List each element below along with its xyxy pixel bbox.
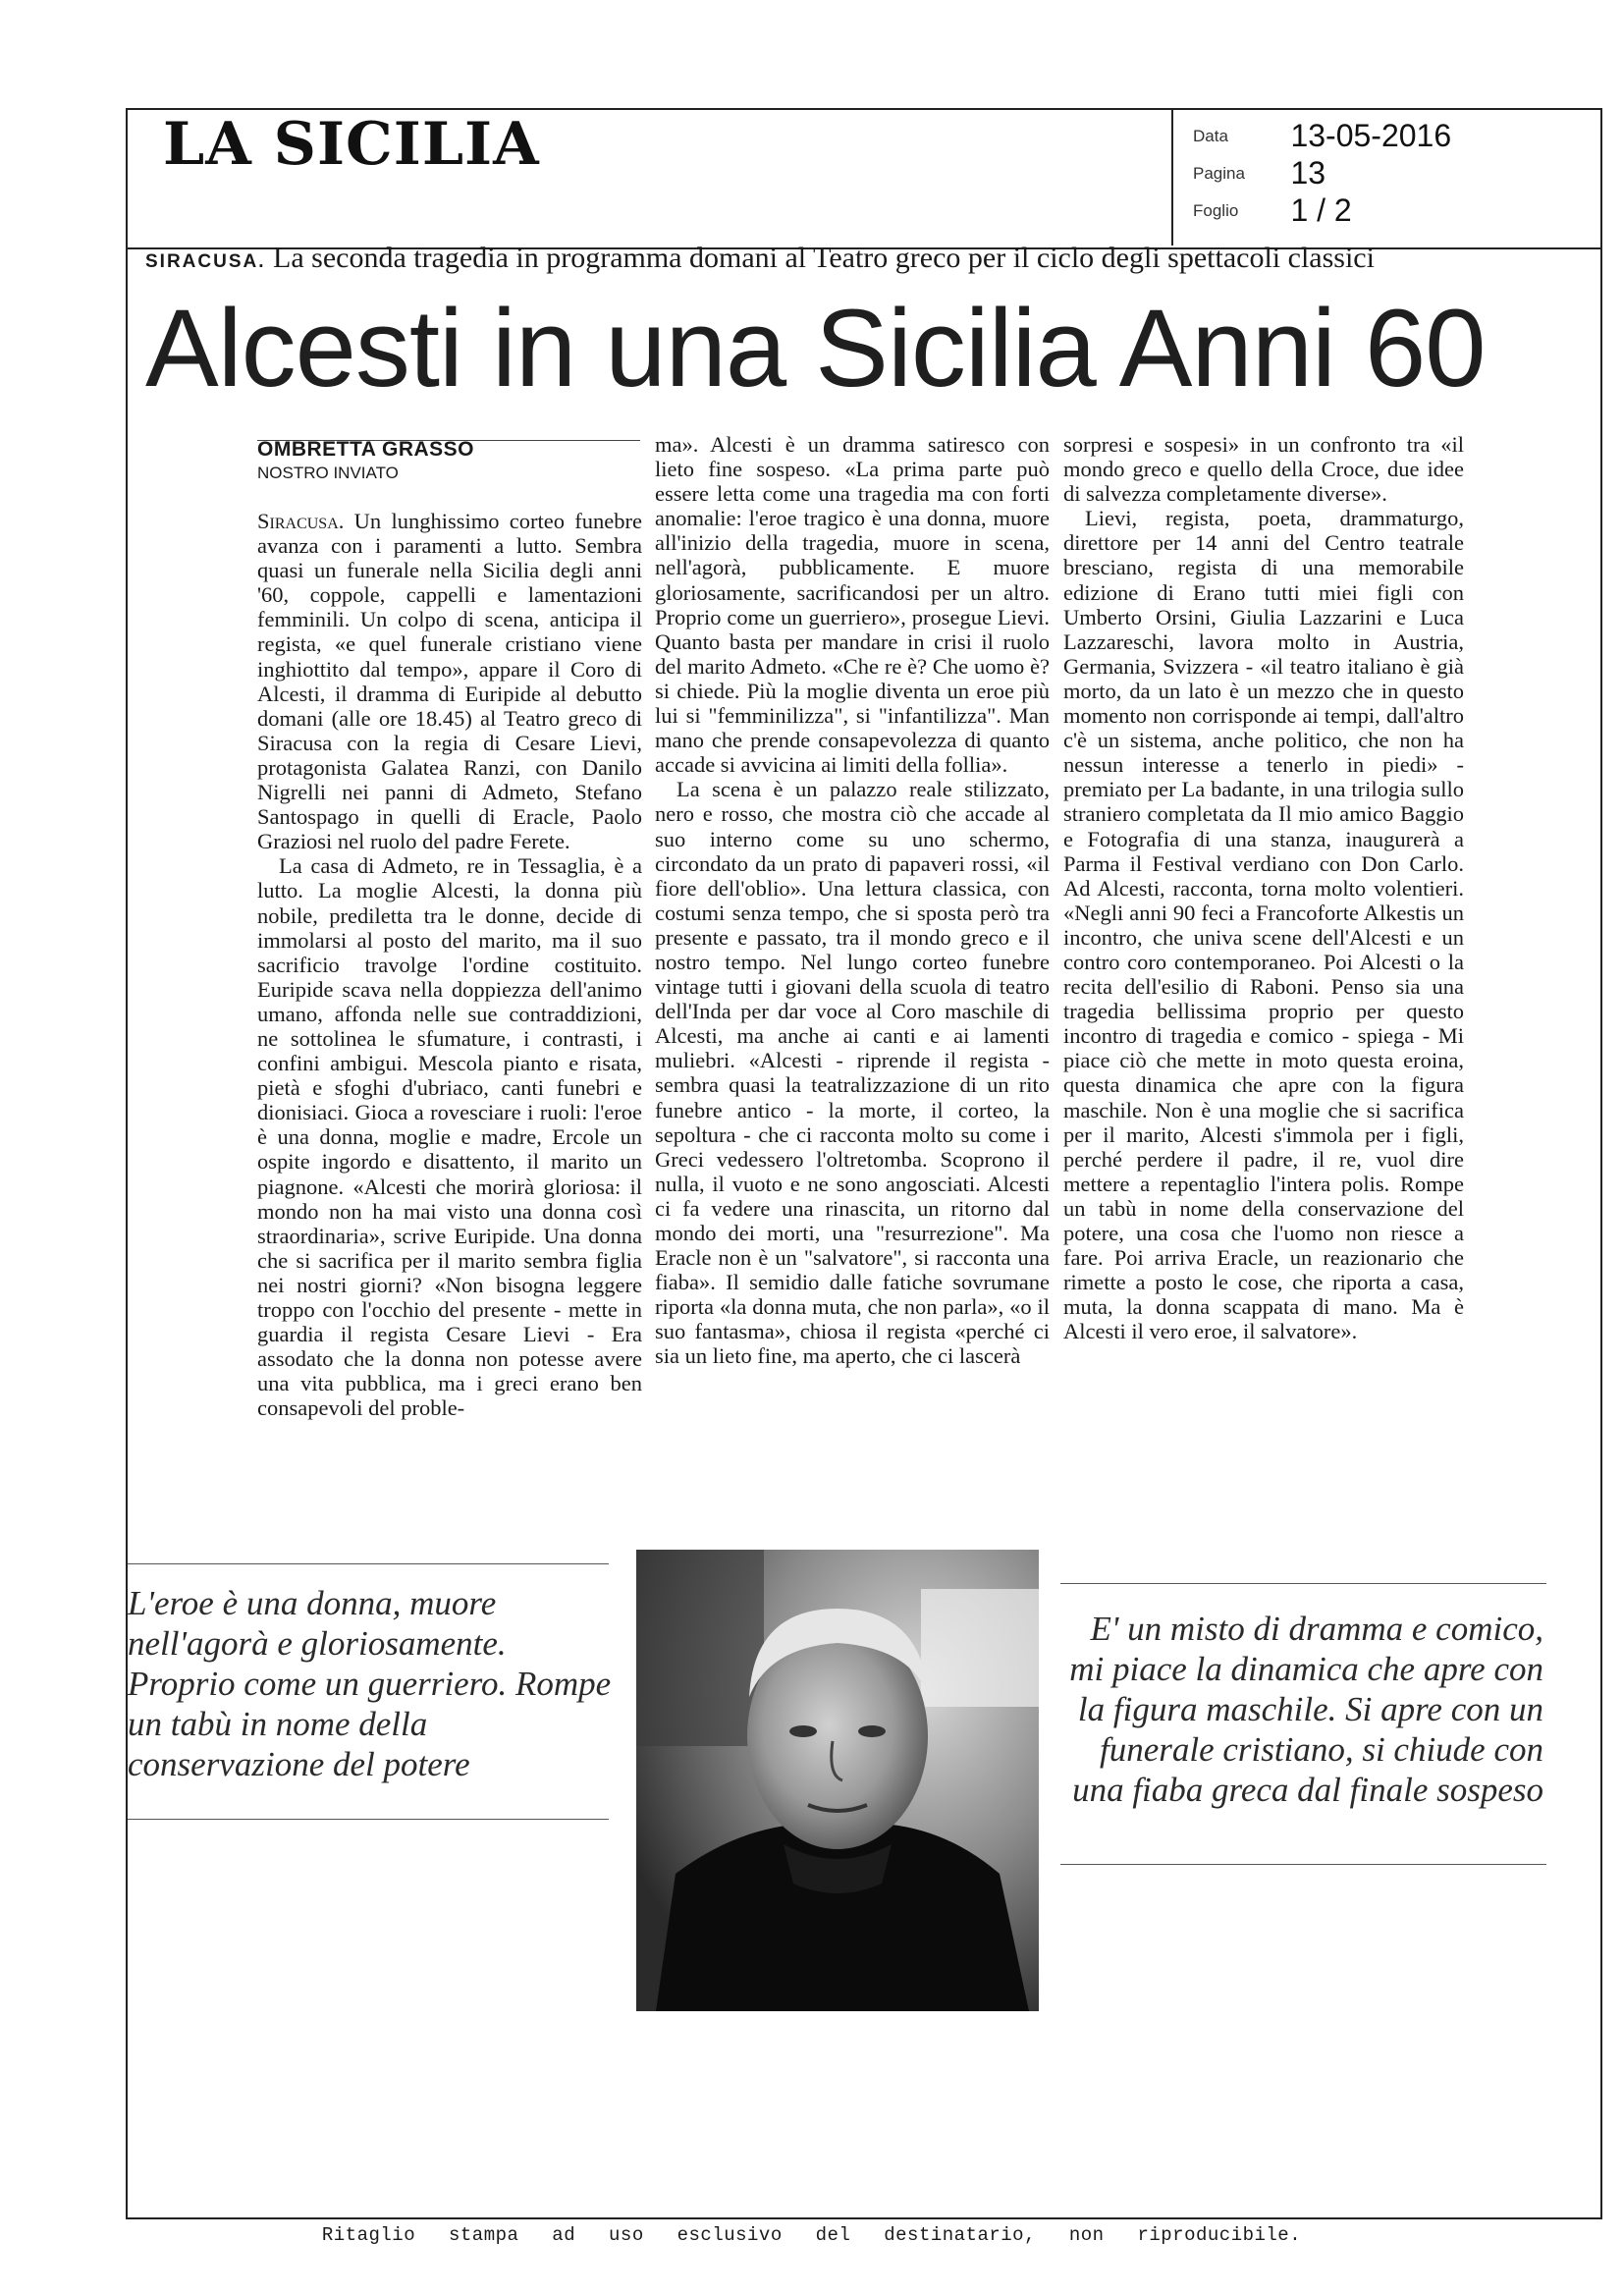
date-label: Data — [1193, 126, 1228, 145]
paragraph-text: Un lunghissimo corteo funebre avanza con i paramenti a lutto. Sembra quasi un funerale nella Sicilia degli anni '60, coppole, cappelli e lamentazioni femminili. Un colpo di scena, anticipa il regista, «e quel funerale cristiano viene inghiottito dal tempo», appare il Coro di Alcesti, il dramma di Euripide al debutto domani (alle ore 18.45) al Teatro greco di Siracusa con la regia di Cesare Lievi, protagonista Galatea Ranzi, con Danilo Nigrelli nei panni di Admeto, Stefano Santospago in quelli di Eracle, Paolo Graziosi nel ruolo del padre Ferete. — [257, 509, 642, 854]
paragraph — [257, 509, 642, 853]
quote-right-bottom-rule — [1060, 1864, 1546, 1865]
paragraph: La casa di Admeto, re in Tessaglia, è a lutto. La moglie Alcesti, la donna più nobile, prediletta tra le donne, decide di immolarsi al posto del marito, ma il suo sacrificio travolge l'ordine costituito. Euripide scava nella doppiezza dell'animo umano, affonda nelle sue contraddizioni, ne sottolinea le sfumature, i contrasti, i confini ambigui. Mescola pianto e risata, pietà e sfoghi d'ubriaco, canti funebri e dionisiaci. Gioca a rovesciare i ruoli: l'eroe è una donna, moglie e madre, Ercole un ospite ingordo e disattento, il marito un piagnone. «Alcesti che morirà gloriosa: il mondo non ha mai visto una donna così straordinaria», scrive Euripide. Una donna che si sacrifica per il marito sembra figlia nei nostri giorni? «Non bisogna leggere troppo con l'occhio del presente - mette in guardia il regista Cesare Lievi - Era assodato che la donna non potesse avere una vita pubblica, ma i greci erano ben consapevoli del proble- — [257, 853, 642, 1421]
paragraph: Lievi, regista, poeta, drammaturgo, direttore per 14 anni del Centro teatrale bresciano, regista di una memorabile edizione di Erano tutti miei figli con Umberto Orsini, Giulia Lazzarini e Luca Lazzareschi, lavora molto in Austria, Germania, Svizzera - «il teatro italiano è già morto, da un lato è un mezzo che in questo momento non corrisponde ai tempi, dall'altro c'è un sistema, anche politico, che non ha nessun interesse a tenerlo in piedi» - premiato per La badante, in una trilogia sullo straniero completata da Il mio amico Baggio e Fotografia di una stanza, inaugurerà a Parma il Festival verdiano con Don Carlo. Ad Alcesti, racconta, torna molto volentieri. «Negli anni 90 feci a Francoforte Alkestis un incontro, che univa scene dell'Alcesti e un contro coro contemporaneo. Poi Alcesti o la recita dell'esilio di Raboni. Penso sia una tragedia bellissima proprio per questo incontro di tragedia e comico - spiega - Mi piace ciò che mette in moto questa eroina, questa dinamica che apre con la figura maschile. Non è una moglie che si sacrifica per il marito, Alcesti s'immola per i figli, perché perdere il padre, il re, vuol dire mettere a repentaglio l'intera polis. Rompe un tabù in nome della conservazione del potere, una cosa che l'uomo non riesce a fare. Poi arriva Eracle, un reazionario che rimette a posto le cose, che riporta a casa, muta, la donna scappata di mano. Ma è Alcesti il vero eroe, il salvatore». — [1063, 506, 1464, 1344]
portrait-image — [636, 1550, 1039, 2011]
paragraph: sorpresi e sospesi» in un confronto tra «il mondo greco e quello della Croce, due idee di salvezza completamente diverse». — [1063, 432, 1464, 507]
meta-date-row — [1193, 118, 1451, 154]
paragraph: La scena è un palazzo reale stilizzato, nero e rosso, che mostra ciò che accade al suo interno come su uno schermo, circondato da un prato di papaveri rossi, «il fiore dell'oblio». Una lettura classica, con costumi senza tempo, che si sposta però tra presente e passato, tra il mondo greco e il nostro tempo. Nel lungo corteo funebre vintage tutti i giovani della scuola di teatro dell'Inda per dar voce al Coro maschile di Alcesti, ma anche ai canti e ai lamenti muliebri. «Alcesti - riprende il regista - sembra quasi la teatralizzazione di un rito funebre antico - la morte, il corteo, la sepoltura - che ci racconta molto su come i Greci vedessero l'oltretomba. Scoprono il nulla, il vuoto e ne sono angosciati. Alcesti ci fa vedere una rinascita, un ritorno dal mondo dei morti, una "resurrezione". Ma Eracle non è un "salvatore", si racconta una fiaba». Il semidio dalle fatiche sovrumane riporta «la donna muta, che non parla», «o il suo fantasma», chiosa il regista «perché ci sia un lieto fine, ma aperto, che ci lascerà — [655, 777, 1050, 1369]
kicker — [145, 242, 1375, 275]
sheet-value: 1 / 2 — [1290, 192, 1352, 228]
pull-quote-left: L'eroe è una donna, muore nell'agorà e gloriosamente. Proprio come un guerriero. Rompe un tabù in nome della conservazione del potere — [128, 1584, 612, 1783]
kicker-text: La seconda tragedia in programma domani al Teatro greco per il ciclo degli spettacoli classici — [273, 242, 1375, 274]
quote-left-bottom-rule — [128, 1819, 609, 1820]
masthead-logo: LA SICILIA — [163, 110, 540, 179]
article-column-1 — [257, 509, 642, 1420]
byline-author: OMBRETTA GRASSO — [257, 438, 474, 461]
pull-quote-right: E' un misto di dramma e comico, mi piace la dinamica che apre con la figura maschile. Si apre con un funerale cristiano, si chiude con una fiaba greca dal finale sospeso — [1069, 1610, 1543, 1809]
article-column-3 — [1063, 432, 1464, 1343]
meta-page-row — [1193, 155, 1325, 191]
portrait-photo — [636, 1550, 1039, 2011]
kicker-location: SIRACUSA. — [145, 251, 266, 272]
byline-role: NOSTRO INVIATO — [257, 464, 399, 482]
article-column-2 — [655, 432, 1050, 1369]
sheet-label: Foglio — [1193, 200, 1239, 220]
page-value: 13 — [1290, 155, 1326, 191]
date-value: 13-05-2016 — [1290, 118, 1452, 153]
footer-disclaimer: Ritaglio stampa ad uso esclusivo del destinatario, non riproducibile. — [321, 2224, 1302, 2246]
page-label: Pagina — [1193, 163, 1245, 183]
lead-location: Siracusa. — [257, 509, 345, 533]
headline: Alcesti in una Sicilia Anni 60 — [145, 287, 1486, 410]
quote-left-top-rule — [128, 1563, 609, 1564]
paragraph: ma». Alcesti è un dramma satiresco con lieto fine sospeso. «La prima parte può essere letta come una tragedia ma con forti anomalie: l'eroe tragico è una donna, muore all'inizio della tragedia, muore in scena, nell'agorà, pubblicamente. E muore gloriosamente, sacrificandosi per un altro. Proprio come un guerriero», prosegue Lievi. Quanto basta per mandare in crisi il ruolo del marito Admeto. «Che re è? Che uomo è? si chiede. Più la moglie diventa un eroe più lui si "femminilizza", si "infantilizza". Man mano che prende consapevolezza di quanto accade si avvicina ai limiti della follia». — [655, 432, 1050, 778]
quote-right-top-rule — [1060, 1583, 1546, 1584]
meta-sheet-row — [1193, 192, 1352, 229]
